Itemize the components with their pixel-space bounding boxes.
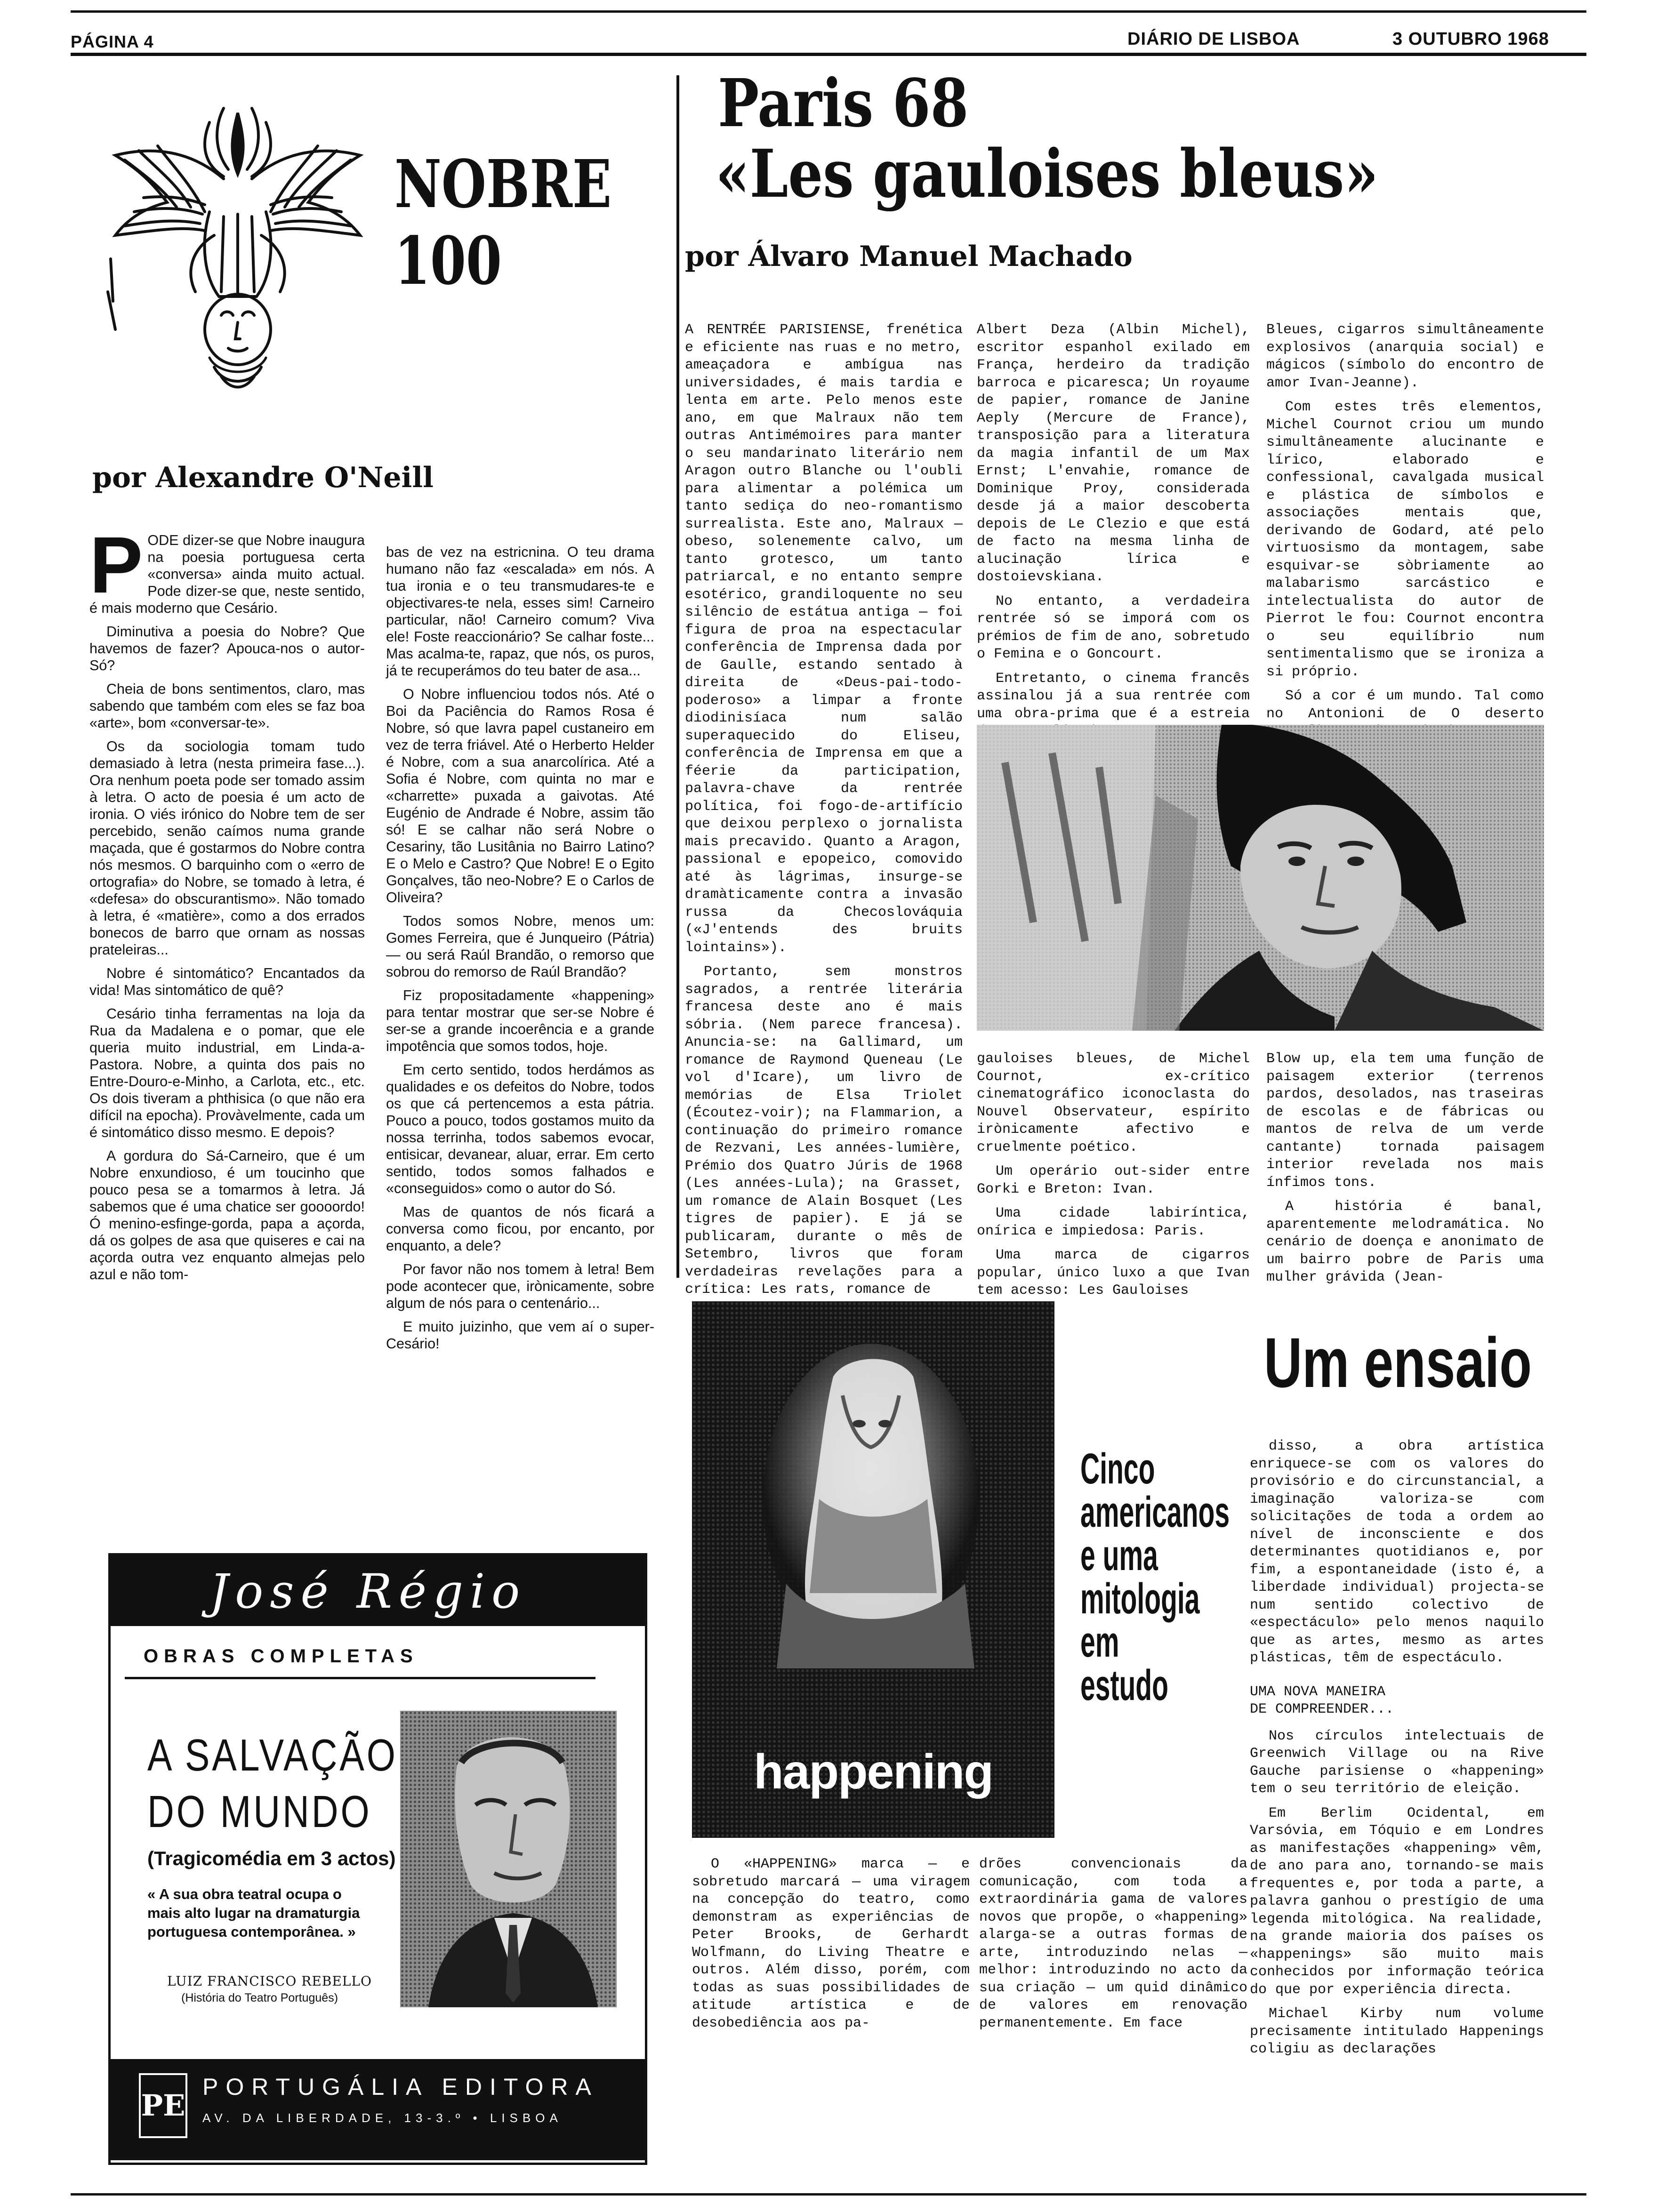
paragraph: Os da sociologia tomam tudo demasiado à letra (nesta primeira fase...). Ora nenhum poeta pode ser tomado assim à letra. O acto de poesia é um acto de ironia. O viés irónico do Nobre tem de ser percebido, senão caímos numa grande maçada, que é gostarmos do Nobre contra nós mesmos. O barquinho com o «erro de ortografia» do Nobre, se tomado à letra, é «defesa» do obscurantismo». Não tomado à letra, é «matière», como a dos errados bonecos de barro que ornam as nossas prateleiras... (89, 738, 365, 958)
paris-column-1 (685, 321, 963, 1306)
ensaio-title: Um ensaio (1264, 1323, 1532, 1402)
paragraph: gauloises bleues, de Michel Cournot, ex-crítico cinematográfico iconoclasta do Nouvel Observateur, espírito irònicamente afectivo e cruelmente poético. (977, 1051, 1250, 1155)
column-separator (676, 75, 679, 1278)
newspaper-name: DIÁRIO DE LISBOA (1127, 29, 1300, 49)
ad-series: OBRAS COMPLETAS (144, 1646, 418, 1667)
paragraph: Fiz propositadamente «happening» para tentar mostrar que ser-se Nobre é ser-se a grande incoerência e a grande impotência que somos todos, hoje. (386, 987, 654, 1054)
paragraph: Blow up, ela tem uma função de paisagem exterior (terrenos pardos, desolados, nas traseiras de escolas e de fábricas ou mantos de relva de um verde cantante) tornada paisagem interior revelada nos mais ínfimos tons. (1266, 1051, 1544, 1191)
nobre-byline: por Alexandre O'Neill (92, 461, 434, 494)
paragraph: Por favor não nos tomem à letra! Bem pode acontecer que, irònicamente, sobre algum de nós para o centenário... (386, 1261, 654, 1311)
ensaio-column (1250, 1438, 1544, 2065)
ad-rule (125, 1677, 595, 1679)
paragraph: Uma cidade labiríntica, onírica e impiedosa: Paris. (977, 1205, 1250, 1239)
drop-cap: P (89, 521, 143, 610)
page-number: PÁGINA 4 (71, 32, 154, 51)
paragraph: Só a cor é um mundo. Tal como no Antonioni de O deserto (1266, 688, 1544, 722)
paragraph: No entanto, a verdadeira rentrée só se imporá com os prémios de fim de ano, sobretudo o Femina e o Goncourt. (977, 593, 1250, 662)
film-still-photo (977, 725, 1544, 1031)
happening-column-1 (692, 1856, 970, 2039)
nobre-title-line2: 100 (394, 223, 502, 300)
paragraph: Bleues, cigarros simultâneamente explosivos (anarquia social) e mágicos (símbolo do encontro de amor Ivan-Jeanne). (1266, 322, 1544, 391)
happening-column-2 (979, 1856, 1247, 2039)
paragraph: A história é banal, aparentemente melodramática. No cenário de doença e anonimato de um bairro pobre de Paris uma mulher grávida (Jean- (1266, 1199, 1544, 1285)
side-title-line: estudo (1080, 1661, 1168, 1709)
poster-word: happening (754, 1745, 993, 1799)
paragraph: A RENTRÉE PARISIENSE, frenética e eficiente nas ruas e no metro, ameaçadora e ambígua nas universidades, é mais tardia e lenta em arte. Pelo menos este ano, em que Malraux não tem outras Antimémoires para manter o seu mandarinato literário nem Aragon outro Blanche ou l'oubli para alimentar a polémica um tanto sediça do neo-romantismo surrealista. Este ano, Malraux — obeso, solenemente calvo, um tanto grotesco, um tanto patriarcal, e no entanto sempre esotérico, grandiloquente no seu silêncio de estátua antiga — foi figura de proa na espectacular conferência de Imprensa dada por de Gaulle, estando sentado à direita de «Deus-pai-todo-poderoso» a limpar a fronte diodinisíaca num salão superaquecido do Eliseu, conferência de Imprensa em que a féerie da participation, palavra-chave da rentrée política, foi fogo-de-artifício que deixou perplexo o jornalista mais precavido. Quanto a Aragon, passional e epopeico, comovido até às lágrimas, insurge-se dramàticamente contra a invasão russa da Checoslováquia («J'entends des bruits lointains»). (685, 322, 963, 956)
header-rule (71, 53, 1586, 56)
paragraph: Nos círculos intelectuais de Greenwich Village ou na Rive Gauche parisiense o «happening» tem o seu território de eleição. (1250, 1728, 1544, 1797)
angel-illustration (97, 94, 384, 395)
subhead-line: UMA NOVA MANEIRA (1250, 1683, 1386, 1700)
side-title-line: Cinco (1080, 1445, 1155, 1493)
side-title-line: em (1080, 1618, 1119, 1666)
paragraph: Albert Deza (Albin Michel), escritor espanhol exilado em França, herdeiro da tradição barroca e picaresca; Un royaume de papier, romance de Janine Aeply (Mercure de France), transposição para a literatura da magia infantil de um Max Ernst; L'envahie, romance de Dominique Proy, considerada desde já a maior descoberta depois de Le Clezio e que está de facto na mesma linha de alucinação lírica e dostoievskiana. (977, 322, 1250, 585)
author-portrait (400, 1711, 617, 2007)
publisher-name: PORTUGÁLIA EDITORA (202, 2074, 599, 2100)
nobre-title-line1: NOBRE (394, 146, 612, 223)
paragraph: Com estes três elementos, Michel Cournot criou um mundo simultâneamente alucinante e lírico, elaborado e confessional, cavalgada musical e plástica de símbolos e associações mentais que, derivando de Godard, até pelo virtuosismo da montagem, sabe esquivar-se sòbriamente ao malabarismo sarcástico e intelectualista do autor de Pierrot le fou: Cournot encontra o seu equilíbrio num sentimentalismo que se ironiza a si próprio. (1266, 399, 1544, 680)
paragraph: A gordura do Sá-Carneiro, que é um Nobre enxundioso, é um toucinho que pouco pesa se a tomarmos à letra. Já sabemos que é uma chatice ser goooordo! Ó menino-esfinge-gorda, papa a açorda, dá os golpes de asa que quiseres e cai na açorda outra vez enquanto almejas pelo azul e não tom- (89, 1148, 365, 1282)
paragraph: Portanto, sem monstros sagrados, a rentrée literária francesa deste ano é mais sóbria. (Nem parece francesa). Anuncia-se: na Gallimard, um romance de Raymond Queneau (Le vol d'Icare), um livro de memórias de Elsa Triolet (Écoutez-voir); na Flammarion, a continuação do primeiro romance de Rezvani, Les années-lumière, Prémio dos Quatro Júris de 1968 (Les années-Lula); na Grasset, um romance de Alain Bosquet (Les tigres de papier). E já se publicaram, durante o mês de Setembro, livros que foram verdadeiras revelações para a crítica: Les rats, romance de (685, 964, 963, 1298)
subhead (1250, 1683, 1544, 1718)
paragraph: Entretanto, o cinema francês assinalou já a sua rentrée com uma obra-prima que é a estreia (977, 670, 1250, 722)
book-advertisement (108, 1553, 647, 2165)
paris-title-line2: «Les gauloises bleus» (716, 136, 1379, 213)
top-border (71, 10, 1586, 13)
happening-side-title (1080, 1447, 1230, 1707)
ad-quote-author: LUIZ FRANCISCO REBELLO (167, 1973, 372, 1989)
subhead-line: DE COMPREENDER... (1250, 1701, 1394, 1717)
publisher-address: AV. DA LIBERDADE, 13-3.º • LISBOA (202, 2111, 563, 2125)
ad-title-1: A SALVAÇÃO (147, 1730, 398, 1780)
paris-byline: por Álvaro Manuel Machado (685, 240, 1133, 273)
paragraph: disso, a obra artística enriquece-se com os valores do provisório e do circunstancial, a imaginação valoriza-se com solicitações de toda a ordem ao nível de inconsciente e dos determinantes quotidianos e, por fim, a espontaneidade (isto é, a liberdade individual) projecta-se num sentido colectivo de «espectáculo» pelo menos naquilo que as artes, mesmo as artes plásticas, têm de espectáculo. (1250, 1438, 1544, 1666)
paragraph: bas de vez na estricnina. O teu drama humano não faz «escalada» em nós. A tua ironia e o teu transmudares-te e objectivares-te nela, esses sim! Carneiro particular, não! Carneiro comum? Viva ele! Foste reaccionário? Se calhar foste... Mas acalma-te, rapaz, que nós, os puros, já te recuperámos do teu bater de asa... (386, 544, 654, 679)
ad-title-2: DO MUNDO (147, 1787, 372, 1837)
paragraph: Cheia de bons sentimentos, claro, mas sabendo que também com eles se faz boa «arte», bom «conversar-te». (89, 681, 365, 731)
side-title-line: e uma (1080, 1531, 1158, 1579)
paris-lower-column-2 (977, 1050, 1250, 1306)
paris-column-2 (977, 321, 1250, 747)
paragraph: Michael Kirby num volume precisamente intitulado Happenings coligiu as declarações (1250, 2006, 1544, 2057)
paragraph: O Nobre influenciou todos nós. Até o Boi da Paciência do Ramos Rosa é Nobre, só que lavra papel custaneiro em vez de terra friável. Até o Herberto Helder é Nobre, com a sua anarcolírica. Até a Sofia é Nobre, com quinta no mar e «charrette» puxada a gaivotas. Até Eugénio de Andrade é Nobre, assim tão só! E se calhar não será Nobre o Cesariny, tão Lusitânia no Bairro Latino? E o Melo e Castro? Que Nobre! E o Egito Gonçalves, tão neo-Nobre? E o Carlos de Oliveira? (386, 686, 654, 906)
paragraph: Um operário out-sider entre Gorki e Breton: Ivan. (977, 1163, 1250, 1197)
paris-column-3 (1266, 321, 1544, 747)
ad-author: José Régio (209, 1564, 527, 1619)
publisher-logo: PE (139, 2073, 187, 2138)
paragraph: Em Berlim Ocidental, em Varsóvia, em Tóquio e em Londres as manifestações «happening» vêm, de ano para ano, tornando-se mais frequentes e, por toda a parte, a palavra ganhou o prestígio de uma legenda mitológica. Na realidade, na grande maioria dos países os «happenings» são muito mais conhecidos por informação teórica do que por experiência directa. (1250, 1805, 1544, 1998)
issue-date: 3 OUTUBRO 1968 (1392, 29, 1549, 49)
paragraph: Uma marca de cigarros popular, único luxo a que Ivan tem acesso: Les Gauloises (977, 1247, 1250, 1298)
paris-lower-column-3 (1266, 1050, 1544, 1293)
paragraph: O «HAPPENING» marca — e sobretudo marcará — uma viragem na concepção do teatro, como demonstram as experiências de Peter Brooks, de Gerhardt Wolfmann, do Living Theatre e outros. Além disso, porém, com todas as suas possibilidades de atitude artística e de desobediência aos pa- (692, 1856, 970, 2031)
paragraph: Cesário tinha ferramentas na loja da Rua da Madalena e o pomar, que ele queria muito industrial, em Linda-a-Pastora. Nobre, a quinta dos pais no Entre-Douro-e-Minho, a Carlota, etc., etc. Os dois tiveram a phthisica (o que não era difícil na epocha). Provàvelmente, cada um é sintomático disso mesmo. E depois? (89, 1006, 365, 1140)
side-title-line: americanos (1080, 1488, 1230, 1536)
bottom-border (71, 2193, 1586, 2196)
paragraph: Diminutiva a poesia do Nobre? Que havemos de fazer? Apouca-nos o autor-Só? (89, 624, 365, 673)
side-title-line: mitologia (1080, 1575, 1200, 1623)
ad-quote-source: (História do Teatro Português) (181, 1991, 338, 2004)
paris-title-line1: Paris 68 (718, 65, 969, 142)
paragraph: E muito juizinho, que vem aí o super-Cesário! (386, 1319, 654, 1352)
paragraph: Mas de quantos de nós ficará a conversa como ficou, por encanto, por enquanto, a dele? (386, 1204, 654, 1254)
paragraph: Nobre é sintomático? Encantados da vida! Mas sintomático de quê? (89, 965, 365, 998)
nobre-column-1 (89, 521, 365, 1290)
nobre-column-2 (386, 544, 654, 1359)
ad-subtitle: (Tragicomédia em 3 actos) (147, 1847, 396, 1869)
paragraph: ODE dizer-se que Nobre inaugura na poesia portuguesa certa «conversa» ainda muito actual. Pode dizer-se que, neste sentido, é mais moderno que Cesário. (89, 532, 365, 616)
paragraph: Todos somos Nobre, menos um: Gomes Ferreira, que é Junqueiro (Pátria) — ou será Raúl Brandão, o remorso que sobrou do remorso de Raúl Brandão? (386, 913, 654, 980)
ad-quote: « A sua obra teatral ocupa o mais alto lugar na dramaturgia portuguesa contemporânea. » (147, 1886, 360, 1940)
paragraph: Em certo sentido, todos herdámos as qualidades e os defeitos do Nobre, todos os que cá pertencemos a esta pátria. Pouco a pouco, todos gostamos muito da nossa terrinha, todos sabemos evocar, entisicar, devanear, aluar, errar. Em certo sentido, todos somos falhados e «conseguidos» como o autor do Só. (386, 1062, 654, 1196)
paragraph: drões convencionais da comunicação, com toda a extraordinária gama de valores novos que propõe, o «happening» alarga-se a outras formas de arte, introduzindo nelas — melhor: introduzindo no acto da sua criação — um quid dinâmico de valores em renovação permanentemente. Em face (979, 1856, 1247, 2031)
